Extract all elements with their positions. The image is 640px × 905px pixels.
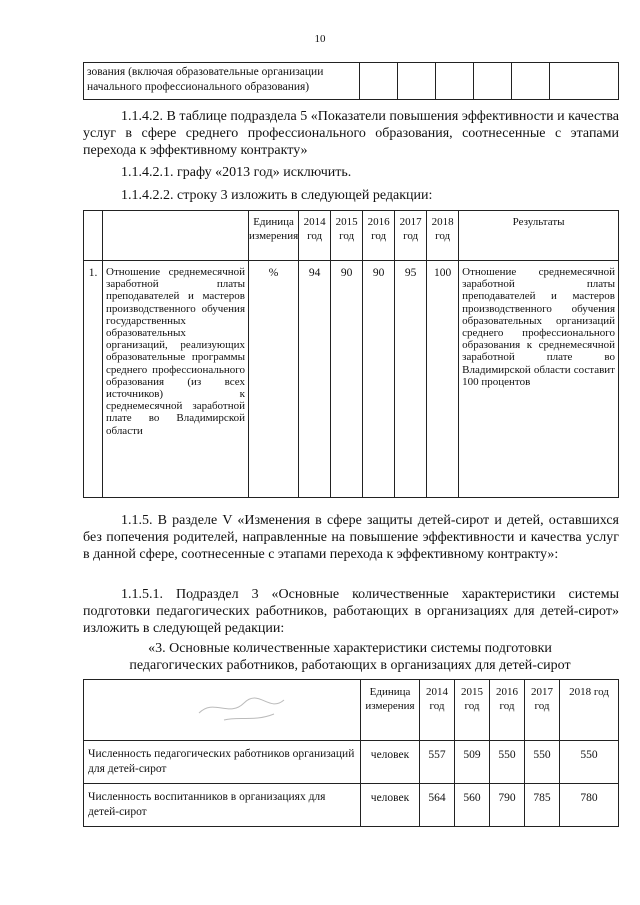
paragraph-1-1-4-2-2: 1.1.4.2.2. строку 3 изложить в следующей редакции: xyxy=(121,188,433,203)
header-unit: Единица измерения xyxy=(249,211,299,261)
row-2014: 94 xyxy=(299,261,331,498)
row-results: Отношение среднемесячной заработной платы преподавателей и мастеров производственного обучения образовательных организаций среднего профессионального образования к среднемесячной заработной плате во Владимирской области составит 100 процентов xyxy=(459,261,619,498)
header-2016: 2016 год xyxy=(490,680,525,741)
row-2018: 550 xyxy=(560,741,619,784)
top-table-text: зования (включая образовательные организации начального профессионального образования) xyxy=(84,63,360,100)
table-row xyxy=(84,261,619,498)
header-2014: 2014 год xyxy=(299,211,331,261)
row-2015: 560 xyxy=(455,784,490,827)
paragraph-1-1-4-2: 1.1.4.2. В таблице подраздела 5 «Показатели повышения эффективности и качества услуг в сфере среднего профессионального образования, соотнесенные с этапами перехода к эффективному контракту» xyxy=(83,109,619,158)
header-2014: 2014 год xyxy=(420,680,455,741)
row-unit: % xyxy=(249,261,299,498)
row-2018: 100 xyxy=(427,261,459,498)
staff-table-header xyxy=(84,680,619,741)
row-2018: 780 xyxy=(560,784,619,827)
row-2015: 90 xyxy=(331,261,363,498)
row-2016: 550 xyxy=(490,741,525,784)
table-row xyxy=(84,784,619,827)
row-2017: 785 xyxy=(525,784,560,827)
table-row xyxy=(84,741,619,784)
row-unit: человек xyxy=(361,741,420,784)
subsection-title: «3. Основные количественные характеристики системы подготовки педагогических работников, работающих в организациях для детей-сирот xyxy=(129,641,571,673)
row-name: Численность педагогических работников организаций для детей-сирот xyxy=(84,741,361,784)
row-2016: 790 xyxy=(490,784,525,827)
indicators-table xyxy=(83,210,619,498)
header-2018: 2018 год xyxy=(560,680,619,741)
paragraph-1-1-4-2-1: 1.1.4.2.1. графу «2013 год» исключить. xyxy=(121,165,352,180)
header-2017: 2017 год xyxy=(395,211,427,261)
header-2015: 2015 год xyxy=(455,680,490,741)
top-continuation-table xyxy=(83,62,619,100)
paragraph-1-1-5-1: 1.1.5.1. Подраздел 3 «Основные количественные характеристики системы подготовки педагогических работников, работающих в организациях для детей-сирот» изложить в следующей редакции: xyxy=(83,587,619,636)
row-2015: 509 xyxy=(455,741,490,784)
row-number: 1. xyxy=(84,261,103,498)
header-2018: 2018 год xyxy=(427,211,459,261)
row-2014: 557 xyxy=(420,741,455,784)
header-2016: 2016 год xyxy=(363,211,395,261)
page-number: 10 xyxy=(314,33,326,45)
faint-stamp-mark xyxy=(194,688,314,728)
row-2017: 550 xyxy=(525,741,560,784)
header-2017: 2017 год xyxy=(525,680,560,741)
header-results: Результаты xyxy=(459,211,619,261)
row-2017: 95 xyxy=(395,261,427,498)
row-name: Численность воспитанников в организациях для детей-сирот xyxy=(84,784,361,827)
header-2015: 2015 год xyxy=(331,211,363,261)
row-indicator-name: Отношение среднемесячной заработной платы преподавателей и мастеров производственного обучения государственных образовательных организаций, реализующих образовательные программы среднего профессионального образования (из всех источников) к среднемесячной заработной плате во Владимирской области xyxy=(103,261,249,498)
paragraph-1-1-5: 1.1.5. В разделе V «Изменения в сфере защиты детей-сирот и детей, оставшихся без попечения родителей, направленные на повышение эффективности и качества услуг в данной сфере, соотнесенные с этапами перехода к эффективному контракту»: xyxy=(83,513,619,562)
header-unit: Единица измерения xyxy=(361,680,420,741)
row-unit: человек xyxy=(361,784,420,827)
indicators-table-header xyxy=(84,211,619,261)
row-2014: 564 xyxy=(420,784,455,827)
row-2016: 90 xyxy=(363,261,395,498)
staff-table xyxy=(83,679,619,827)
